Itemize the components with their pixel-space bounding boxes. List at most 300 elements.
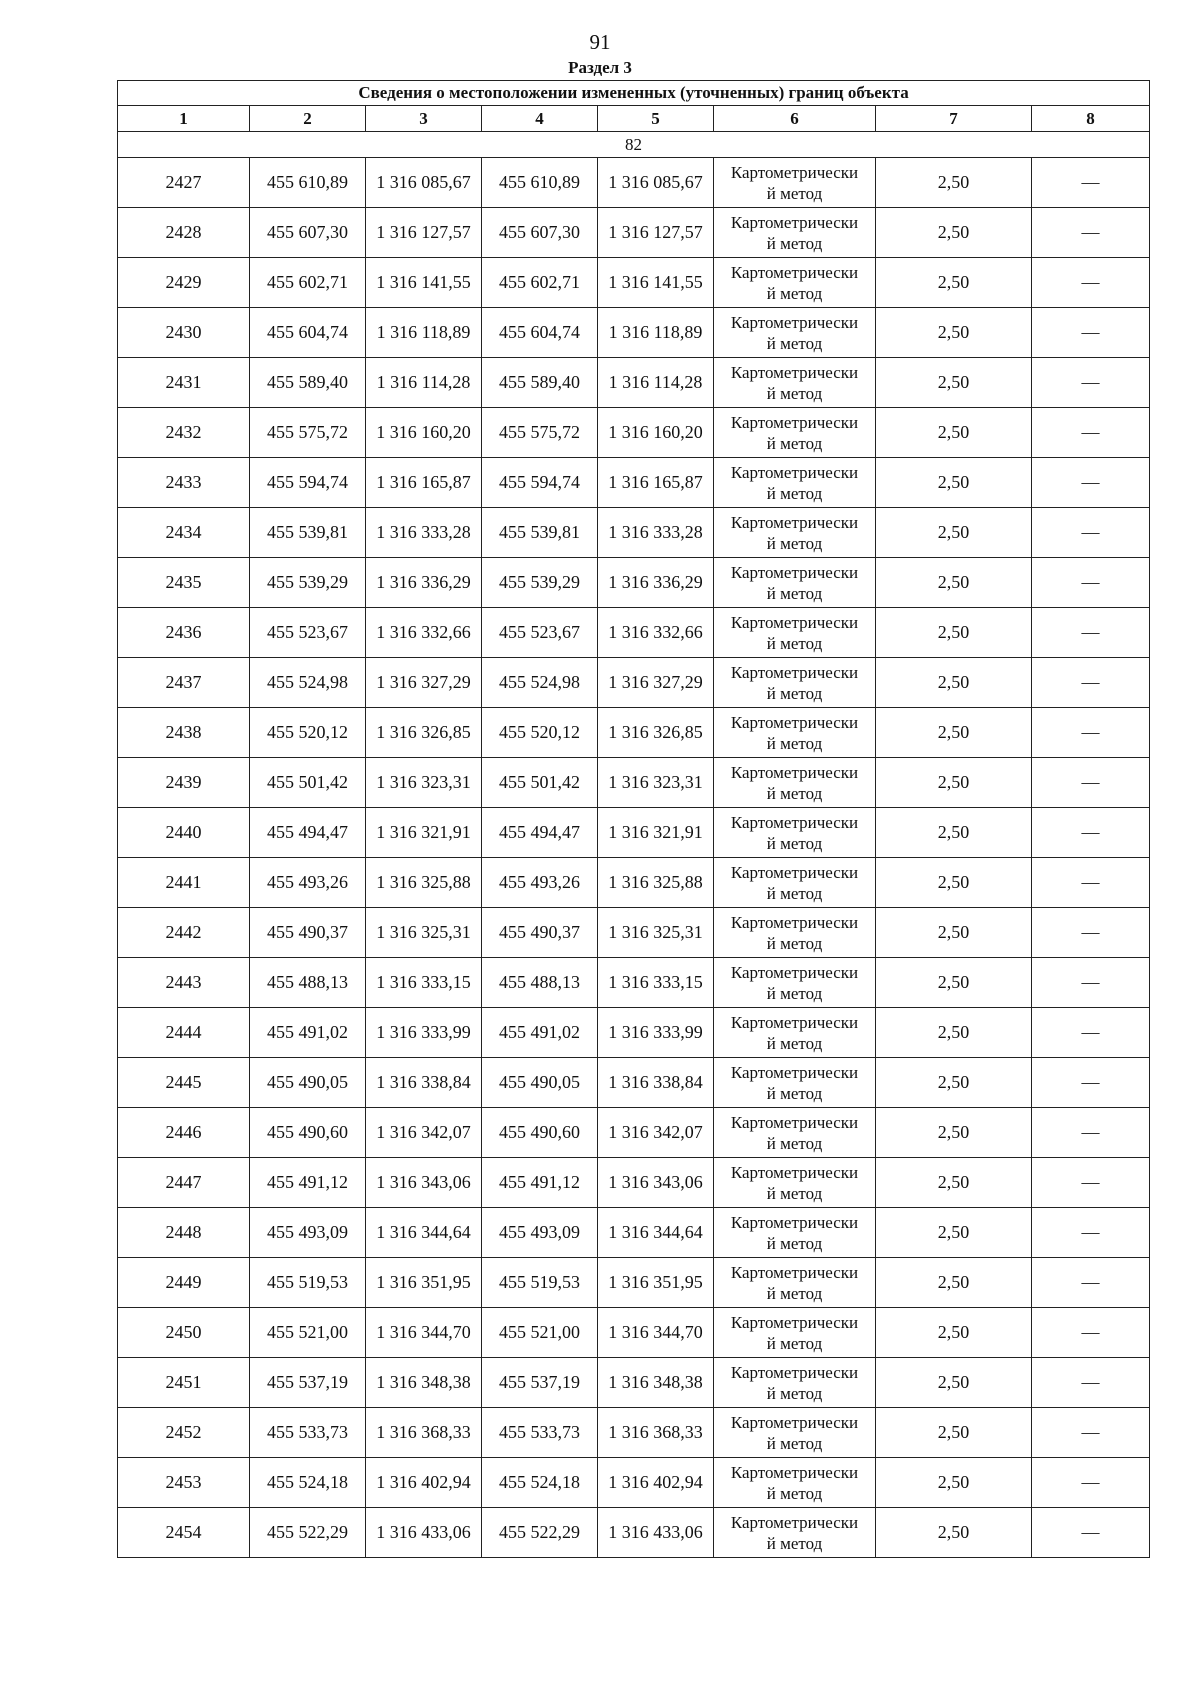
method-line: Картометрически [730,212,859,232]
method-line: й метод [766,733,823,753]
coord-x-cell: 455 533,73 [482,1408,598,1458]
point-number-cell: 2444 [118,1008,250,1058]
coord-y-cell: 1 316 344,70 [598,1308,714,1358]
table-row [118,358,1150,408]
accuracy-cell: 2,50 [876,1158,1032,1208]
method-line: Картометрически [730,1212,859,1232]
description-cell: — [1032,1108,1150,1158]
method-cell [714,1158,876,1208]
accuracy-cell: 2,50 [876,358,1032,408]
accuracy-cell: 2,50 [876,558,1032,608]
point-number-cell: 2453 [118,1458,250,1508]
method-cell [714,958,876,1008]
description-cell: — [1032,1408,1150,1458]
coord-y-cell: 1 316 327,29 [366,658,482,708]
point-number-cell: 2451 [118,1358,250,1408]
coord-x-cell: 455 524,98 [250,658,366,708]
description-cell: — [1032,458,1150,508]
point-number-cell: 2437 [118,658,250,708]
method-cell [714,508,876,558]
method-line: Картометрически [730,512,859,532]
coord-y-cell: 1 316 344,64 [598,1208,714,1258]
accuracy-cell: 2,50 [876,908,1032,958]
accuracy-cell: 2,50 [876,1308,1032,1358]
column-header: 5 [598,106,714,132]
column-header-row [118,106,1150,132]
method-line: й метод [766,1433,823,1453]
description-cell: — [1032,558,1150,608]
method-line: й метод [766,1383,823,1403]
coord-x-cell: 455 610,89 [250,158,366,208]
method-cell [714,1008,876,1058]
coord-x-cell: 455 575,72 [482,408,598,458]
method-cell [714,358,876,408]
coord-y-cell: 1 316 325,88 [366,858,482,908]
point-number-cell: 2438 [118,708,250,758]
table-row [118,1358,1150,1408]
coord-x-cell: 455 521,00 [250,1308,366,1358]
accuracy-cell: 2,50 [876,858,1032,908]
table-row [118,1208,1150,1258]
coord-x-cell: 455 490,60 [482,1108,598,1158]
coord-y-cell: 1 316 323,31 [598,758,714,808]
table-row [118,308,1150,358]
description-cell: — [1032,708,1150,758]
accuracy-cell: 2,50 [876,1058,1032,1108]
coord-y-cell: 1 316 333,28 [366,508,482,558]
accuracy-cell: 2,50 [876,708,1032,758]
method-line: Картометрически [730,612,859,632]
coord-x-cell: 455 539,81 [482,508,598,558]
coord-y-cell: 1 316 333,99 [598,1008,714,1058]
coord-x-cell: 455 501,42 [482,758,598,808]
method-line: Картометрически [730,912,859,932]
description-cell: — [1032,258,1150,308]
coord-x-cell: 455 501,42 [250,758,366,808]
method-line: й метод [766,483,823,503]
coord-x-cell: 455 491,12 [482,1158,598,1208]
method-cell [714,208,876,258]
point-number-cell: 2429 [118,258,250,308]
description-cell: — [1032,1458,1150,1508]
method-cell [714,258,876,308]
coord-x-cell: 455 589,40 [250,358,366,408]
description-cell: — [1032,208,1150,258]
table-row [118,1258,1150,1308]
coord-y-cell: 1 316 338,84 [598,1058,714,1108]
accuracy-cell: 2,50 [876,258,1032,308]
method-line: Картометрически [730,662,859,682]
description-cell: — [1032,1508,1150,1558]
method-line: й метод [766,233,823,253]
description-cell: — [1032,1008,1150,1058]
coord-y-cell: 1 316 333,99 [366,1008,482,1058]
method-line: й метод [766,333,823,353]
point-number-cell: 2435 [118,558,250,608]
point-number-cell: 2441 [118,858,250,908]
method-line: Картометрически [730,262,859,282]
accuracy-cell: 2,50 [876,658,1032,708]
method-line: й метод [766,1083,823,1103]
coord-y-cell: 1 316 342,07 [598,1108,714,1158]
method-cell [714,658,876,708]
method-cell [714,1258,876,1308]
method-cell [714,1058,876,1108]
coord-x-cell: 455 524,18 [482,1458,598,1508]
coord-x-cell: 455 537,19 [250,1358,366,1408]
method-cell [714,158,876,208]
coord-x-cell: 455 493,09 [482,1208,598,1258]
description-cell: — [1032,408,1150,458]
coord-x-cell: 455 607,30 [250,208,366,258]
accuracy-cell: 2,50 [876,808,1032,858]
point-number-cell: 2445 [118,1058,250,1108]
coord-x-cell: 455 488,13 [482,958,598,1008]
point-number-cell: 2439 [118,758,250,808]
coord-y-cell: 1 316 141,55 [366,258,482,308]
method-cell [714,1208,876,1258]
table-row [118,408,1150,458]
coord-x-cell: 455 522,29 [482,1508,598,1558]
method-line: й метод [766,433,823,453]
method-line: й метод [766,583,823,603]
description-cell: — [1032,808,1150,858]
table-row [118,1458,1150,1508]
method-line: Картометрически [730,862,859,882]
description-cell: — [1032,1308,1150,1358]
table-row [118,1008,1150,1058]
point-number-cell: 2436 [118,608,250,658]
coord-x-cell: 455 493,26 [482,858,598,908]
table-row [118,1108,1150,1158]
accuracy-cell: 2,50 [876,1108,1032,1158]
method-cell [714,1508,876,1558]
coord-x-cell: 455 533,73 [250,1408,366,1458]
method-line: Картометрически [730,762,859,782]
method-line: й метод [766,883,823,903]
accuracy-cell: 2,50 [876,608,1032,658]
table-row [118,908,1150,958]
method-line: Картометрически [730,1112,859,1132]
coord-y-cell: 1 316 402,94 [598,1458,714,1508]
coord-y-cell: 1 316 343,06 [598,1158,714,1208]
coord-y-cell: 1 316 368,33 [366,1408,482,1458]
coord-y-cell: 1 316 085,67 [366,158,482,208]
table-row [118,658,1150,708]
accuracy-cell: 2,50 [876,208,1032,258]
table-row [118,758,1150,808]
accuracy-cell: 2,50 [876,1508,1032,1558]
coord-y-cell: 1 316 342,07 [366,1108,482,1158]
table-row [118,708,1150,758]
coord-x-cell: 455 602,71 [250,258,366,308]
method-line: Картометрически [730,1312,859,1332]
point-number-cell: 2430 [118,308,250,358]
coord-y-cell: 1 316 336,29 [598,558,714,608]
accuracy-cell: 2,50 [876,308,1032,358]
coord-x-cell: 455 521,00 [482,1308,598,1358]
method-line: й метод [766,1183,823,1203]
coord-y-cell: 1 316 351,95 [598,1258,714,1308]
method-cell [714,808,876,858]
method-line: й метод [766,183,823,203]
method-line: Картометрически [730,462,859,482]
method-line: й метод [766,783,823,803]
coord-x-cell: 455 490,37 [250,908,366,958]
method-line: Картометрически [730,962,859,982]
method-line: й метод [766,1333,823,1353]
description-cell: — [1032,508,1150,558]
coord-x-cell: 455 524,98 [482,658,598,708]
table-row [118,208,1150,258]
coord-x-cell: 455 524,18 [250,1458,366,1508]
point-number-cell: 2433 [118,458,250,508]
table-row [118,508,1150,558]
method-cell [714,608,876,658]
coord-y-cell: 1 316 321,91 [366,808,482,858]
column-header: 4 [482,106,598,132]
table-row [118,958,1150,1008]
description-cell: — [1032,1158,1150,1208]
coord-y-cell: 1 316 343,06 [366,1158,482,1208]
coord-x-cell: 455 522,29 [250,1508,366,1558]
method-cell [714,1408,876,1458]
coord-x-cell: 455 494,47 [250,808,366,858]
coord-y-cell: 1 316 321,91 [598,808,714,858]
method-cell [714,458,876,508]
coord-x-cell: 455 604,74 [482,308,598,358]
method-line: й метод [766,633,823,653]
table-row [118,458,1150,508]
method-cell [714,708,876,758]
coord-y-cell: 1 316 433,06 [598,1508,714,1558]
method-line: Картометрически [730,1512,859,1532]
coord-y-cell: 1 316 326,85 [598,708,714,758]
coord-y-cell: 1 316 325,31 [366,908,482,958]
description-cell: — [1032,608,1150,658]
coord-y-cell: 1 316 114,28 [366,358,482,408]
table-row [118,158,1150,208]
accuracy-cell: 2,50 [876,958,1032,1008]
point-number-cell: 2452 [118,1408,250,1458]
coord-y-cell: 1 316 344,70 [366,1308,482,1358]
column-header: 6 [714,106,876,132]
table-row [118,1508,1150,1558]
coord-y-cell: 1 316 333,15 [366,958,482,1008]
coord-x-cell: 455 519,53 [482,1258,598,1308]
coord-y-cell: 1 316 338,84 [366,1058,482,1108]
method-line: й метод [766,1033,823,1053]
coord-y-cell: 1 316 141,55 [598,258,714,308]
coord-y-cell: 1 316 165,87 [598,458,714,508]
point-number-cell: 2428 [118,208,250,258]
method-cell [714,1358,876,1408]
point-number-cell: 2442 [118,908,250,958]
method-line: Картометрически [730,1262,859,1282]
method-cell [714,1108,876,1158]
description-cell: — [1032,1058,1150,1108]
coord-x-cell: 455 539,29 [250,558,366,608]
method-line: Картометрически [730,1412,859,1432]
coord-x-cell: 455 602,71 [482,258,598,308]
coord-x-cell: 455 491,02 [482,1008,598,1058]
method-line: й метод [766,1233,823,1253]
coord-y-cell: 1 316 332,66 [366,608,482,658]
column-header: 8 [1032,106,1150,132]
method-line: й метод [766,1133,823,1153]
method-cell [714,758,876,808]
description-cell: — [1032,908,1150,958]
column-header: 1 [118,106,250,132]
method-line: Картометрически [730,362,859,382]
column-header: 7 [876,106,1032,132]
point-number-cell: 2449 [118,1258,250,1308]
method-cell [714,908,876,958]
coord-x-cell: 455 594,74 [250,458,366,508]
point-number-cell: 2427 [118,158,250,208]
point-number-cell: 2454 [118,1508,250,1558]
table-caption: Сведения о местоположении измененных (уточненных) границ объекта [118,81,1150,106]
point-number-cell: 2447 [118,1158,250,1208]
point-number-cell: 2434 [118,508,250,558]
table-row [118,608,1150,658]
coord-y-cell: 1 316 325,31 [598,908,714,958]
coord-y-cell: 1 316 332,66 [598,608,714,658]
coord-x-cell: 455 610,89 [482,158,598,208]
method-line: Картометрически [730,412,859,432]
method-line: Картометрически [730,712,859,732]
column-header: 2 [250,106,366,132]
coord-x-cell: 455 520,12 [250,708,366,758]
coord-y-cell: 1 316 127,57 [366,208,482,258]
point-number-cell: 2450 [118,1308,250,1358]
coord-x-cell: 455 539,81 [250,508,366,558]
method-line: й метод [766,1283,823,1303]
coord-y-cell: 1 316 368,33 [598,1408,714,1458]
accuracy-cell: 2,50 [876,408,1032,458]
method-cell [714,408,876,458]
method-line: й метод [766,1533,823,1553]
coord-x-cell: 455 589,40 [482,358,598,408]
table-row [118,558,1150,608]
coord-x-cell: 455 523,67 [482,608,598,658]
method-line: й метод [766,383,823,403]
page-number: 91 [589,30,611,54]
method-cell [714,858,876,908]
accuracy-cell: 2,50 [876,1408,1032,1458]
method-cell [714,1308,876,1358]
point-number-cell: 2446 [118,1108,250,1158]
coord-x-cell: 455 519,53 [250,1258,366,1308]
coord-y-cell: 1 316 160,20 [366,408,482,458]
coord-y-cell: 1 316 160,20 [598,408,714,458]
accuracy-cell: 2,50 [876,1358,1032,1408]
point-number-cell: 2448 [118,1208,250,1258]
table-row [118,1058,1150,1108]
method-line: й метод [766,683,823,703]
accuracy-cell: 2,50 [876,158,1032,208]
accuracy-cell: 2,50 [876,458,1032,508]
coord-y-cell: 1 316 333,28 [598,508,714,558]
coord-y-cell: 1 316 333,15 [598,958,714,1008]
coord-x-cell: 455 493,09 [250,1208,366,1258]
method-line: Картометрически [730,1362,859,1382]
coord-y-cell: 1 316 323,31 [366,758,482,808]
coord-y-cell: 1 316 433,06 [366,1508,482,1558]
method-line: Картометрически [730,312,859,332]
column-header: 3 [366,106,482,132]
coord-y-cell: 1 316 326,85 [366,708,482,758]
method-line: й метод [766,933,823,953]
accuracy-cell: 2,50 [876,1008,1032,1058]
section-title: Раздел 3 [568,58,632,77]
coord-y-cell: 1 316 327,29 [598,658,714,708]
table-row [118,1308,1150,1358]
coord-y-cell: 1 316 351,95 [366,1258,482,1308]
method-line: Картометрически [730,562,859,582]
accuracy-cell: 2,50 [876,508,1032,558]
coord-x-cell: 455 604,74 [250,308,366,358]
method-line: й метод [766,533,823,553]
method-cell [714,558,876,608]
accuracy-cell: 2,50 [876,1208,1032,1258]
coord-x-cell: 455 491,02 [250,1008,366,1058]
description-cell: — [1032,1258,1150,1308]
coord-x-cell: 455 520,12 [482,708,598,758]
table-row [118,808,1150,858]
table-row [118,1158,1150,1208]
method-line: Картометрически [730,1012,859,1032]
point-number-cell: 2440 [118,808,250,858]
method-line: й метод [766,1483,823,1503]
method-cell [714,308,876,358]
coord-y-cell: 1 316 118,89 [598,308,714,358]
method-line: Картометрически [730,1062,859,1082]
description-cell: — [1032,158,1150,208]
point-number-cell: 2443 [118,958,250,1008]
method-line: Картометрически [730,1162,859,1182]
table-row [118,258,1150,308]
coord-x-cell: 455 490,05 [250,1058,366,1108]
coord-x-cell: 455 607,30 [482,208,598,258]
accuracy-cell: 2,50 [876,1258,1032,1308]
method-line: Картометрически [730,812,859,832]
method-line: й метод [766,983,823,1003]
coord-x-cell: 455 523,67 [250,608,366,658]
coord-x-cell: 455 491,12 [250,1158,366,1208]
method-line: й метод [766,833,823,853]
table-row [118,858,1150,908]
coord-y-cell: 1 316 336,29 [366,558,482,608]
description-cell: — [1032,308,1150,358]
coord-y-cell: 1 316 085,67 [598,158,714,208]
coord-y-cell: 1 316 402,94 [366,1458,482,1508]
coord-y-cell: 1 316 118,89 [366,308,482,358]
accuracy-cell: 2,50 [876,758,1032,808]
coord-x-cell: 455 490,60 [250,1108,366,1158]
description-cell: — [1032,958,1150,1008]
coord-y-cell: 1 316 165,87 [366,458,482,508]
method-cell [714,1458,876,1508]
coord-x-cell: 455 537,19 [482,1358,598,1408]
group-label: 82 [118,132,1150,158]
coord-x-cell: 455 594,74 [482,458,598,508]
method-line: Картометрически [730,1462,859,1482]
coord-y-cell: 1 316 114,28 [598,358,714,408]
description-cell: — [1032,758,1150,808]
coord-x-cell: 455 575,72 [250,408,366,458]
coord-x-cell: 455 490,37 [482,908,598,958]
